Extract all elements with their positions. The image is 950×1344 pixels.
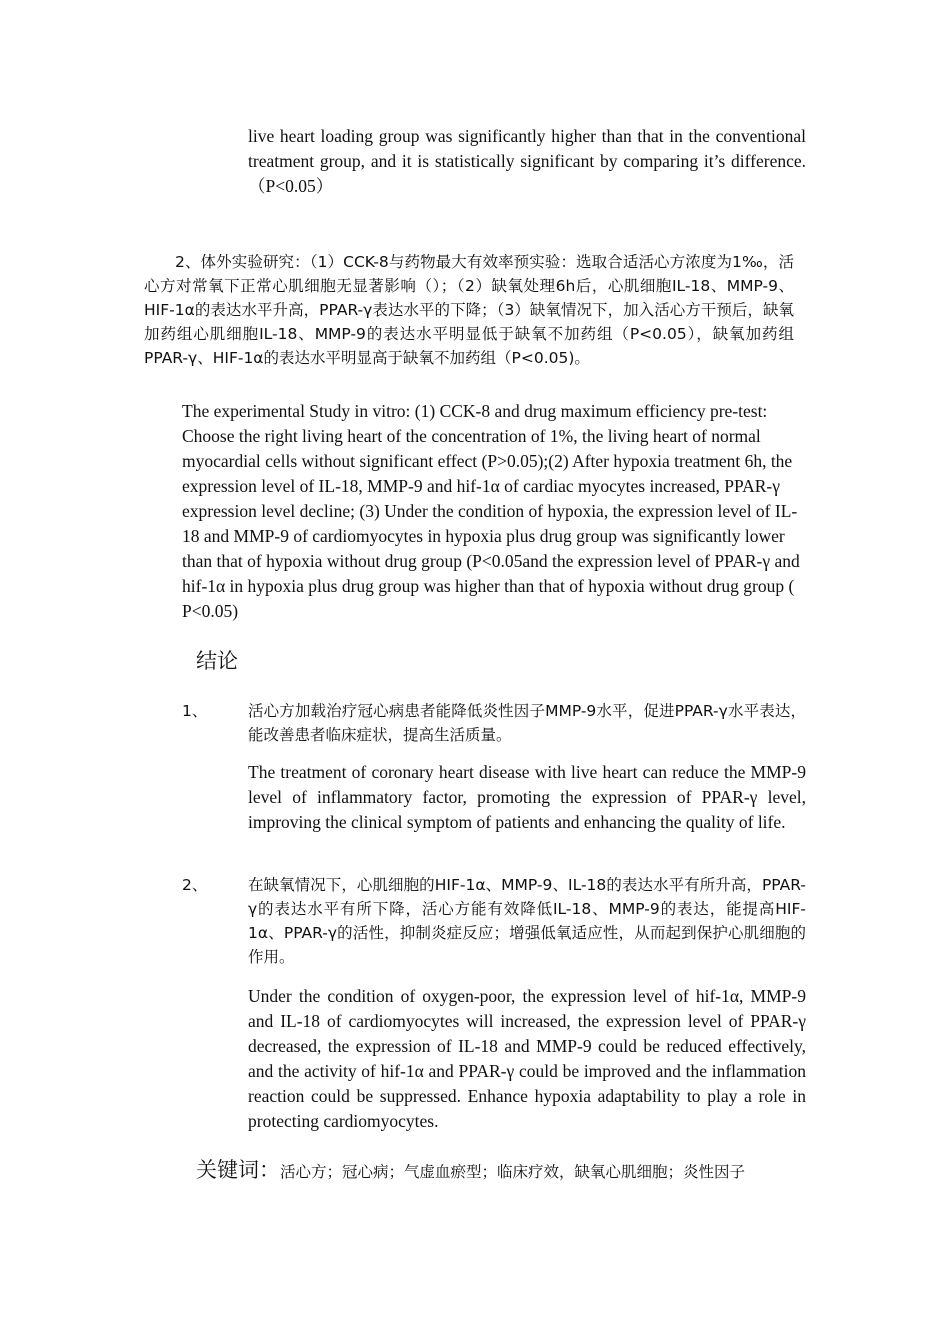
conclusion-heading: 结论 [196, 649, 238, 673]
conclusion-item-1-en: The treatment of coronary heart disease with live heart can reduce the MMP-9 level of inflammatory factor, promoting the expression of PPAR-γ level, improving the clinical symptom of patients and enhancing the quality of life. [248, 762, 806, 832]
list-number: 1、 [182, 702, 208, 720]
list-number: 2、 [182, 876, 208, 894]
conclusion-item-1-zh: 活心方加载治疗冠心病患者能降低炎性因子MMP-9水平，促进PPAR-γ水平表达，能改善患者临床症状，提高生活质量。 [248, 702, 806, 744]
conclusion-item-2 [182, 873, 806, 969]
results-paragraph-end: live heart loading group was significantly higher than that in the conventional treatment group, and it is statistically significant by comparing it’s difference. （P<0.05） [248, 126, 806, 196]
conclusion-item-1 [182, 699, 806, 747]
conclusion-item-2-en: Under the condition of oxygen-poor, the expression level of hif-1α, MMP-9 and IL-18 of cardiomyocytes will increased, the expression level of PPAR-γ decreased, the expression of IL-18 and MMP-9 could be reduced effectively, and the activity of hif-1α and PPAR-γ could be improved and the inflammation reaction could be suppressed. Enhance hypoxia adaptability to play a role in protecting cardiomyocytes. [248, 986, 806, 1131]
keywords-line [144, 1154, 804, 1189]
in-vitro-study-zh: 2、体外实验研究：（1）CCK-8与药物最大有效率预实验：选取合适活心方浓度为1‰，活心方对常氧下正常心肌细胞无显著影响（）；（2）缺氧处理6h后，心肌细胞IL-18、MMP-9、HIF-1α的表达水平升高，PPAR-γ表达水平的下降；（3）缺氧情况下，加入活心方干预后，缺氧加药组心肌细胞IL-18、MMP-9的表达水平明显低于缺氧不加药组（P<0.05），缺氧加药组PPAR-γ、HIF-1α的表达水平明显高于缺氧不加药组（P<0.05)。 [144, 253, 794, 367]
keywords-text: 活心方；冠心病；气虚血瘀型；临床疗效，缺氧心肌细胞；炎性因子 [280, 1163, 746, 1181]
in-vitro-study-en: The experimental Study in vitro: (1) CCK-8 and drug maximum efficiency pre-test: Choose the right living heart of the concentration of 1%, the living heart of normal myocardial cells without significant effect (P>0.05);(2) After hypoxia treatment 6h, the expression level of IL-18, MMP-9 and hif-1α of cardiac myocytes increased, PPAR-γ expression level decline; (3) Under the condition of hypoxia, the expression level of IL-18 and MMP-9 of cardiomyocytes in hypoxia plus drug group was significantly lower than that of hypoxia without drug group (P<0.05and the expression level of PPAR-γ and hif-1α in hypoxia plus drug group was higher than that of hypoxia without drug group ( P<0.05) [182, 401, 800, 621]
keywords-label: 关键词： [196, 1158, 280, 1182]
conclusion-item-2-zh: 在缺氧情况下，心肌细胞的HIF-1α、MMP-9、IL-18的表达水平有所升高，PPAR-γ的表达水平有所下降，活心方能有效降低IL-18、MMP-9的表达，能提高HIF-1α、PPAR-γ的活性，抑制炎症反应；增强低氧适应性，从而起到保护心肌细胞的作用。 [248, 876, 806, 966]
